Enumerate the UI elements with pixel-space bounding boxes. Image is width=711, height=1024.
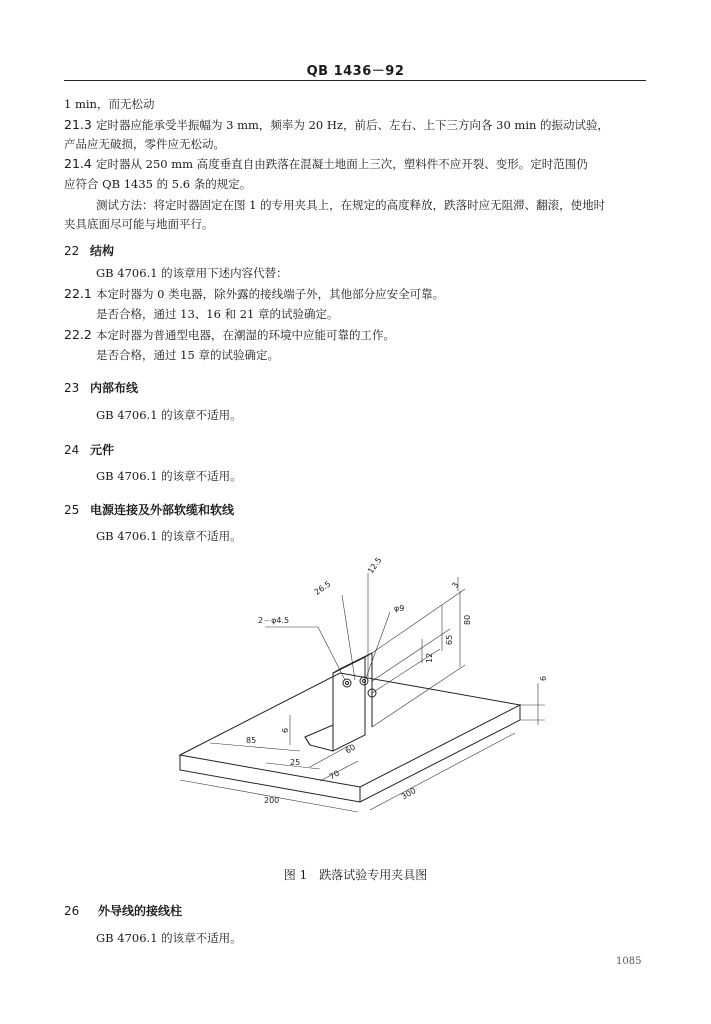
dim-85: 85 (246, 736, 257, 745)
bracket-foot (305, 725, 333, 751)
bracket-foot-edge (305, 737, 310, 745)
section-22-heading (64, 242, 114, 259)
section-24-heading (64, 441, 114, 458)
base-plate-top (180, 673, 520, 787)
section-25-heading (64, 501, 234, 518)
clause-text: 定时器应能承受半振幅为 3 mm，频率为 20 Hz，前后、左右、上下三方向各 30 min 的振动试验， (96, 118, 610, 132)
test-method: 测试方法：将定时器固定在图 1 的专用夹具上，在规定的高度释放，跌落时应无阻滞、翻滚，使地时 (96, 198, 606, 212)
ext-bottom (372, 665, 465, 727)
section-25-text: GB 4706.1 的该章不适用。 (96, 529, 242, 543)
clause-22-2-cont: 是否合格，通过 15 章的试验确定。 (96, 348, 279, 362)
dim-70: 70 (327, 768, 342, 782)
hole-upper-left-inner (346, 682, 349, 685)
clause-21-4-cont: 应符合 QB 1435 的 5.6 条的规定。 (64, 177, 252, 191)
page-number: 1085 (616, 956, 642, 967)
clause-22-1 (64, 287, 444, 301)
clause-text: 定时器从 250 mm 高度垂直自由跌落在混凝土地面上三次，塑料件不应开裂、变形。定时范围仍 (96, 157, 588, 171)
section-number: 26 (64, 904, 80, 918)
section-26-text: GB 4706.1 的该章不适用。 (96, 931, 242, 945)
clause-text: 本定时器为 0 类电器，除外露的接线端子外，其他部分应安全可靠。 (96, 287, 445, 301)
dim-line-70 (320, 761, 358, 781)
ext-hole-upper (372, 629, 450, 681)
section-title: 电源连接及外部软缆和软线 (90, 503, 235, 517)
clause-number: 21.3 (64, 117, 92, 132)
dim-12: 12 (425, 652, 434, 663)
clause-21-3-cont: 产品应无破损，零件应无松动。 (64, 137, 225, 151)
dim-300: 300 (399, 786, 418, 802)
clause-21-4 (64, 157, 588, 171)
dim-3: 3 (450, 580, 461, 590)
dim-6-left: 6 (281, 727, 290, 733)
dim-6-right: 6 (539, 675, 548, 681)
section-26-heading (64, 902, 182, 919)
section-title: 结构 (90, 244, 115, 258)
fixture-drawing (170, 555, 560, 855)
section-number: 25 (64, 503, 80, 517)
clause-number: 22.2 (64, 327, 92, 342)
continued-line: 1 min，而无松动 (64, 97, 155, 111)
section-number: 24 (64, 443, 80, 457)
clause-22-2 (64, 328, 395, 342)
section-22-intro: GB 4706.1 的该章用下述内容代替： (96, 266, 288, 280)
dim-26-5: 26.5 (312, 579, 333, 597)
dim-phi9: φ9 (394, 604, 405, 613)
dim-25: 25 (290, 758, 301, 767)
clause-21-3 (64, 118, 609, 132)
leader-phi9 (366, 612, 390, 678)
dim-80: 80 (463, 614, 472, 625)
clause-22-1-cont: 是否合格，通过 13、16 和 21 章的试验确定。 (96, 307, 339, 321)
dim-holes: 2－φ4.5 (258, 616, 290, 625)
section-number: 22 (64, 244, 80, 258)
dim-65: 65 (445, 634, 454, 645)
figure-caption: 图 1 跌落试验专用夹具图 (283, 868, 428, 882)
dim-60: 60 (343, 742, 358, 756)
section-title: 外导线的接线柱 (98, 904, 183, 918)
clause-number: 22.1 (64, 286, 92, 301)
section-number: 23 (64, 381, 80, 395)
hole-center (360, 677, 368, 685)
section-23-heading (64, 379, 138, 396)
leader-holes (318, 627, 345, 680)
clause-number: 21.4 (64, 156, 92, 171)
dim-12-5: 12.5 (365, 555, 384, 576)
section-24-text: GB 4706.1 的该章不适用。 (96, 469, 242, 483)
section-23-text: GB 4706.1 的该章不适用。 (96, 408, 242, 422)
page-header: QB 1436－92 (306, 64, 405, 79)
section-title: 内部布线 (90, 381, 139, 395)
hole-center-inner (363, 680, 366, 683)
section-title: 元件 (90, 443, 115, 457)
hole-upper-left (343, 679, 351, 687)
test-method-cont: 夹具底面尽可能与地面平行。 (64, 217, 214, 231)
clause-text: 本定时器为普通型电器，在潮湿的环境中应能可靠的工作。 (96, 328, 395, 342)
dim-200: 200 (264, 796, 280, 805)
header-rule (64, 80, 646, 81)
